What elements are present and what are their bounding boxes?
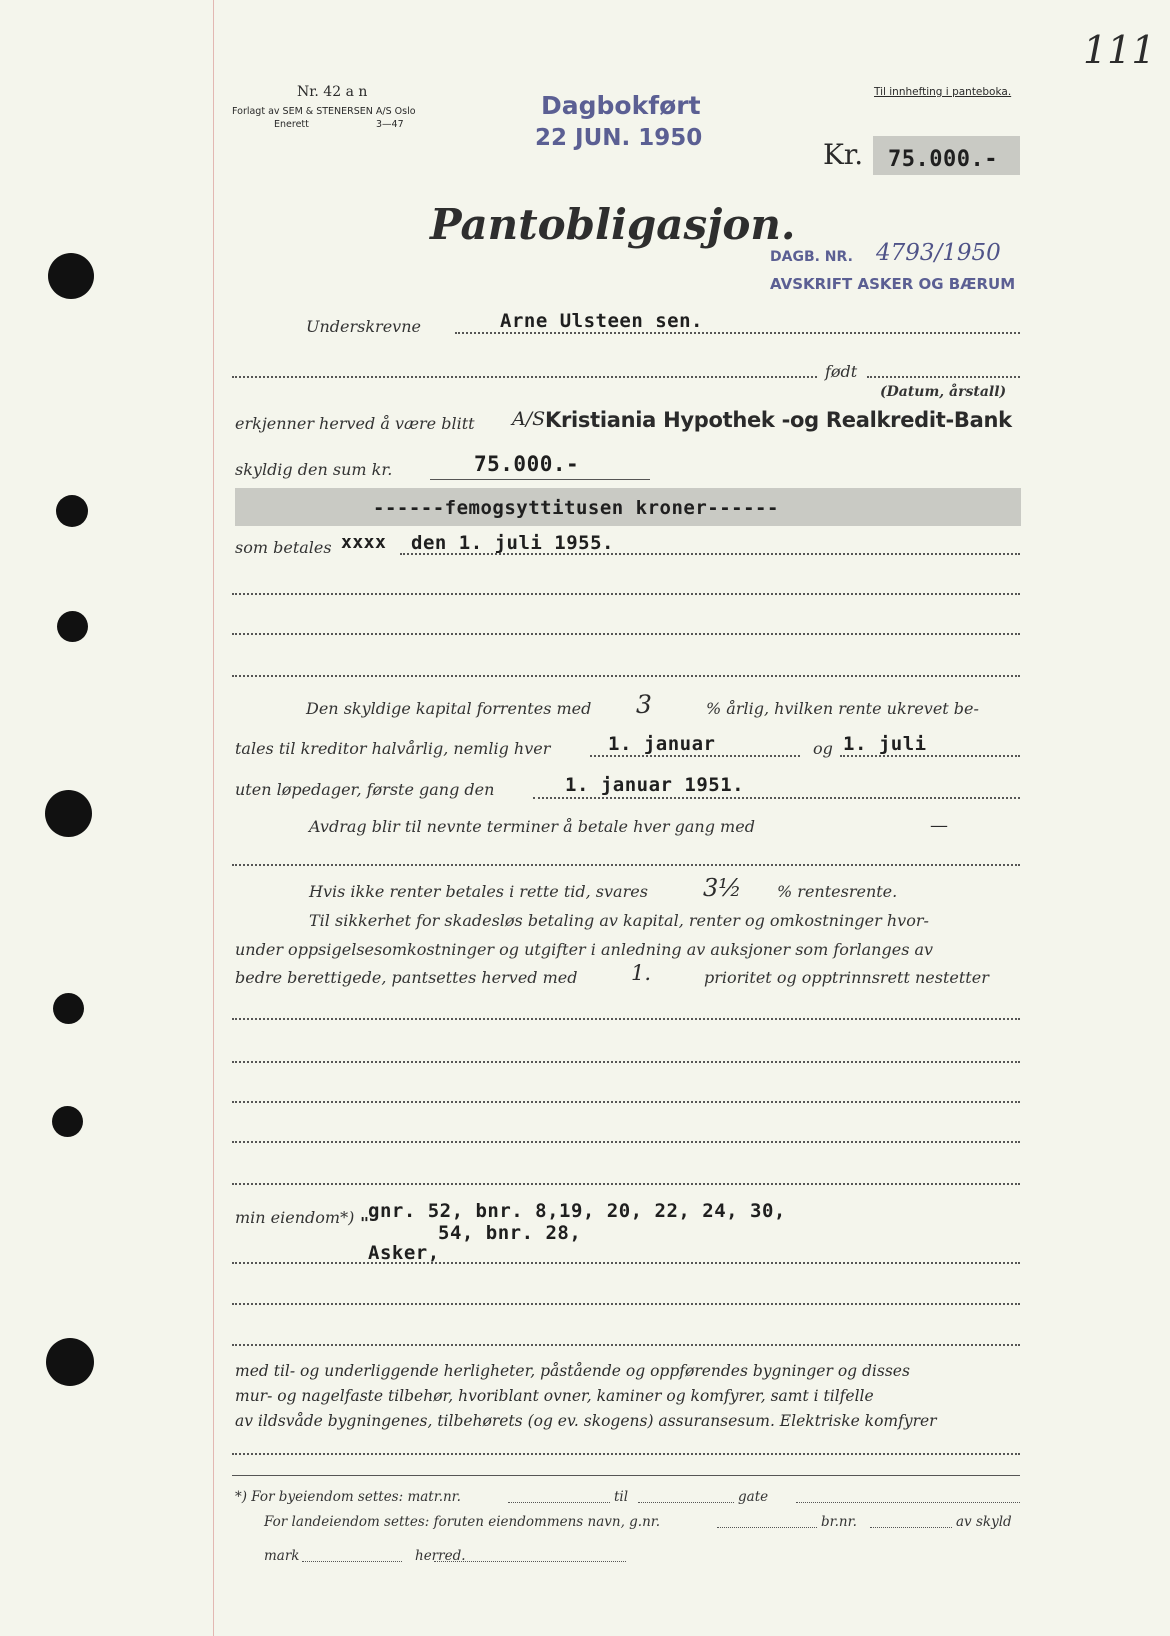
dotted-line: [232, 1018, 1020, 1020]
rentesrente-label: Hvis ikke renter betales i rette tid, svares: [309, 882, 648, 901]
eiendom-line-2: 54, bnr. 28,: [438, 1222, 582, 1244]
footnote-gate: gate: [738, 1489, 769, 1505]
herligheter-line-1: med til- og underliggende herligheter, påstående og oppførendes bygninger og disses: [235, 1362, 910, 1380]
dotted-line: [232, 1303, 1020, 1305]
page-number: 111: [1083, 28, 1156, 72]
prioritet-value: 1.: [631, 961, 652, 985]
sikkerhet-line-3: bedre berettigede, pantsettes herved med: [235, 968, 578, 987]
footnote-brnr: br.nr.: [821, 1514, 857, 1530]
binder-hole: [56, 495, 88, 527]
dotted-line: [717, 1527, 817, 1528]
dotted-line: [302, 1561, 402, 1562]
dagbokfort-date: 22 JUN. 1950: [535, 125, 703, 151]
dotted-line: [455, 332, 1020, 334]
halvarlig-date-2: 1. juli: [843, 733, 927, 755]
dotted-line: [232, 675, 1020, 677]
eiendom-line-1: gnr. 52, bnr. 8,19, 20, 22, 24, 30,: [368, 1200, 786, 1222]
datum-label: (Datum, årstall): [880, 384, 1007, 400]
dotted-line: [840, 755, 1020, 757]
kr-amount: 75.000.-: [888, 147, 998, 172]
dotted-line: [232, 1183, 1020, 1185]
betales-struck: xxxx: [341, 532, 387, 553]
dotted-line: [400, 553, 1020, 555]
creditor-prefix: A/S: [512, 408, 546, 430]
document-title: Pantobligasjon.: [430, 200, 796, 249]
herligheter-line-3: av ildsvåde bygningenes, tilbehørets (og ev. skogens) assuransesum. Elektriske komfyrer: [235, 1412, 937, 1430]
dotted-line: [232, 1344, 1020, 1346]
halvarlig-date-1: 1. januar: [608, 733, 716, 755]
footnote-til: til: [614, 1489, 629, 1505]
og-label: og: [813, 739, 833, 758]
dagb-nr-value: 4793/1950: [876, 240, 1001, 266]
binder-hole: [53, 993, 84, 1024]
underskrevne-value: Arne Ulsteen sen.: [500, 310, 703, 332]
dotted-line: [870, 1527, 952, 1528]
binder-hole: [52, 1106, 83, 1137]
form-number: Nr. 42 a n: [297, 84, 368, 100]
creditor-name: Kristiania Hypothek -og Realkredit-Bank: [545, 408, 1012, 432]
eiendom-ditto: ": [360, 1214, 370, 1232]
skyldig-label: skyldig den sum kr.: [235, 460, 393, 479]
eiendom-line-3: Asker,: [368, 1242, 440, 1264]
sikkerhet-line-2: under oppsigelsesomkostninger og utgifter i anledning av auksjoner som forlanges av: [235, 940, 934, 959]
eiendom-label: min eiendom*): [235, 1208, 355, 1227]
dotted-line: [796, 1502, 1020, 1503]
dotted-line: [232, 864, 1020, 866]
dagbokfort-stamp: Dagbokført: [541, 91, 701, 120]
sikkerhet-line-3b: prioritet og opptrinnsrett nestetter: [704, 968, 989, 987]
rente-label-b: % årlig, hvilken rente ukrevet be-: [706, 699, 979, 718]
dotted-line: [508, 1502, 610, 1503]
dotted-line: [430, 479, 650, 480]
lopedager-value: 1. januar 1951.: [565, 774, 745, 796]
lopedager-label: uten løpedager, første gang den: [235, 780, 495, 799]
dotted-line: [867, 376, 1020, 378]
dotted-line: [232, 376, 817, 378]
publisher-line: Forlagt av SEM & STENERSEN A/S Oslo: [232, 106, 416, 117]
binder-hole: [45, 790, 92, 837]
kr-label: Kr.: [823, 138, 864, 171]
dotted-line: [232, 1101, 1020, 1103]
skyldig-value: 75.000.-: [474, 452, 580, 476]
margin-rule: [213, 0, 214, 1636]
avdrag-label: Avdrag blir til nevnte terminer å betale hver gang med: [309, 817, 755, 836]
dotted-line: [232, 1061, 1020, 1063]
footnote-mark: mark: [264, 1548, 300, 1564]
rente-label: Den skyldige kapital forrentes med: [306, 699, 592, 718]
binder-hole: [46, 1338, 94, 1386]
dotted-line: [533, 797, 1020, 799]
dotted-line: [434, 1561, 626, 1562]
footnote-rule: [232, 1475, 1020, 1476]
dotted-line: [232, 1262, 1020, 1264]
avskrift-stamp: AVSKRIFT ASKER OG BÆRUM: [770, 275, 1016, 293]
rentesrente-label-b: % rentesrente.: [777, 882, 898, 901]
erkjenner-label: erkjenner herved å være blitt: [235, 414, 475, 433]
binder-hole: [48, 253, 94, 299]
dotted-line: [232, 633, 1020, 635]
dagb-nr-label: DAGB. NR.: [770, 249, 853, 265]
rente-value: 3: [636, 690, 652, 719]
publisher-date: 3—47: [376, 119, 404, 130]
halvarlig-label: tales til kreditor halvårlig, nemlig hver: [235, 739, 551, 758]
dotted-line: [232, 1453, 1020, 1455]
underskrevne-label: Underskrevne: [306, 317, 421, 336]
dotted-line: [232, 1141, 1020, 1143]
sikkerhet-line-1: Til sikkerhet for skadesløs betaling av kapital, renter og omkostninger hvor-: [309, 911, 929, 930]
dotted-line: [590, 755, 800, 757]
footnote-line-2: For landeiendom settes: foruten eiendommens navn, g.nr.: [264, 1514, 661, 1530]
fodt-label: født: [825, 362, 858, 381]
top-right-note: Til innhefting i panteboka.: [874, 86, 1012, 98]
herligheter-line-2: mur- og nagelfaste tilbehør, hvoriblant ovner, kaminer og komfyrer, samt i tilfelle: [235, 1387, 874, 1405]
betales-label: som betales: [235, 538, 332, 557]
footnote-skyld: av skyld: [956, 1514, 1012, 1530]
avdrag-value: —: [930, 815, 948, 836]
rentesrente-value: 3½: [703, 874, 742, 902]
betales-value: den 1. juli 1955.: [411, 532, 614, 554]
sum-in-words: ------femogsyttitusen kroner------: [373, 497, 779, 519]
publisher-enerett: Enerett: [274, 119, 309, 130]
footnote-i: herred.: [415, 1548, 466, 1564]
footnote-line-1: *) For byeiendom settes: matr.nr.: [235, 1489, 461, 1505]
binder-hole: [57, 611, 88, 642]
dotted-line: [638, 1502, 734, 1503]
dotted-line: [232, 593, 1020, 595]
